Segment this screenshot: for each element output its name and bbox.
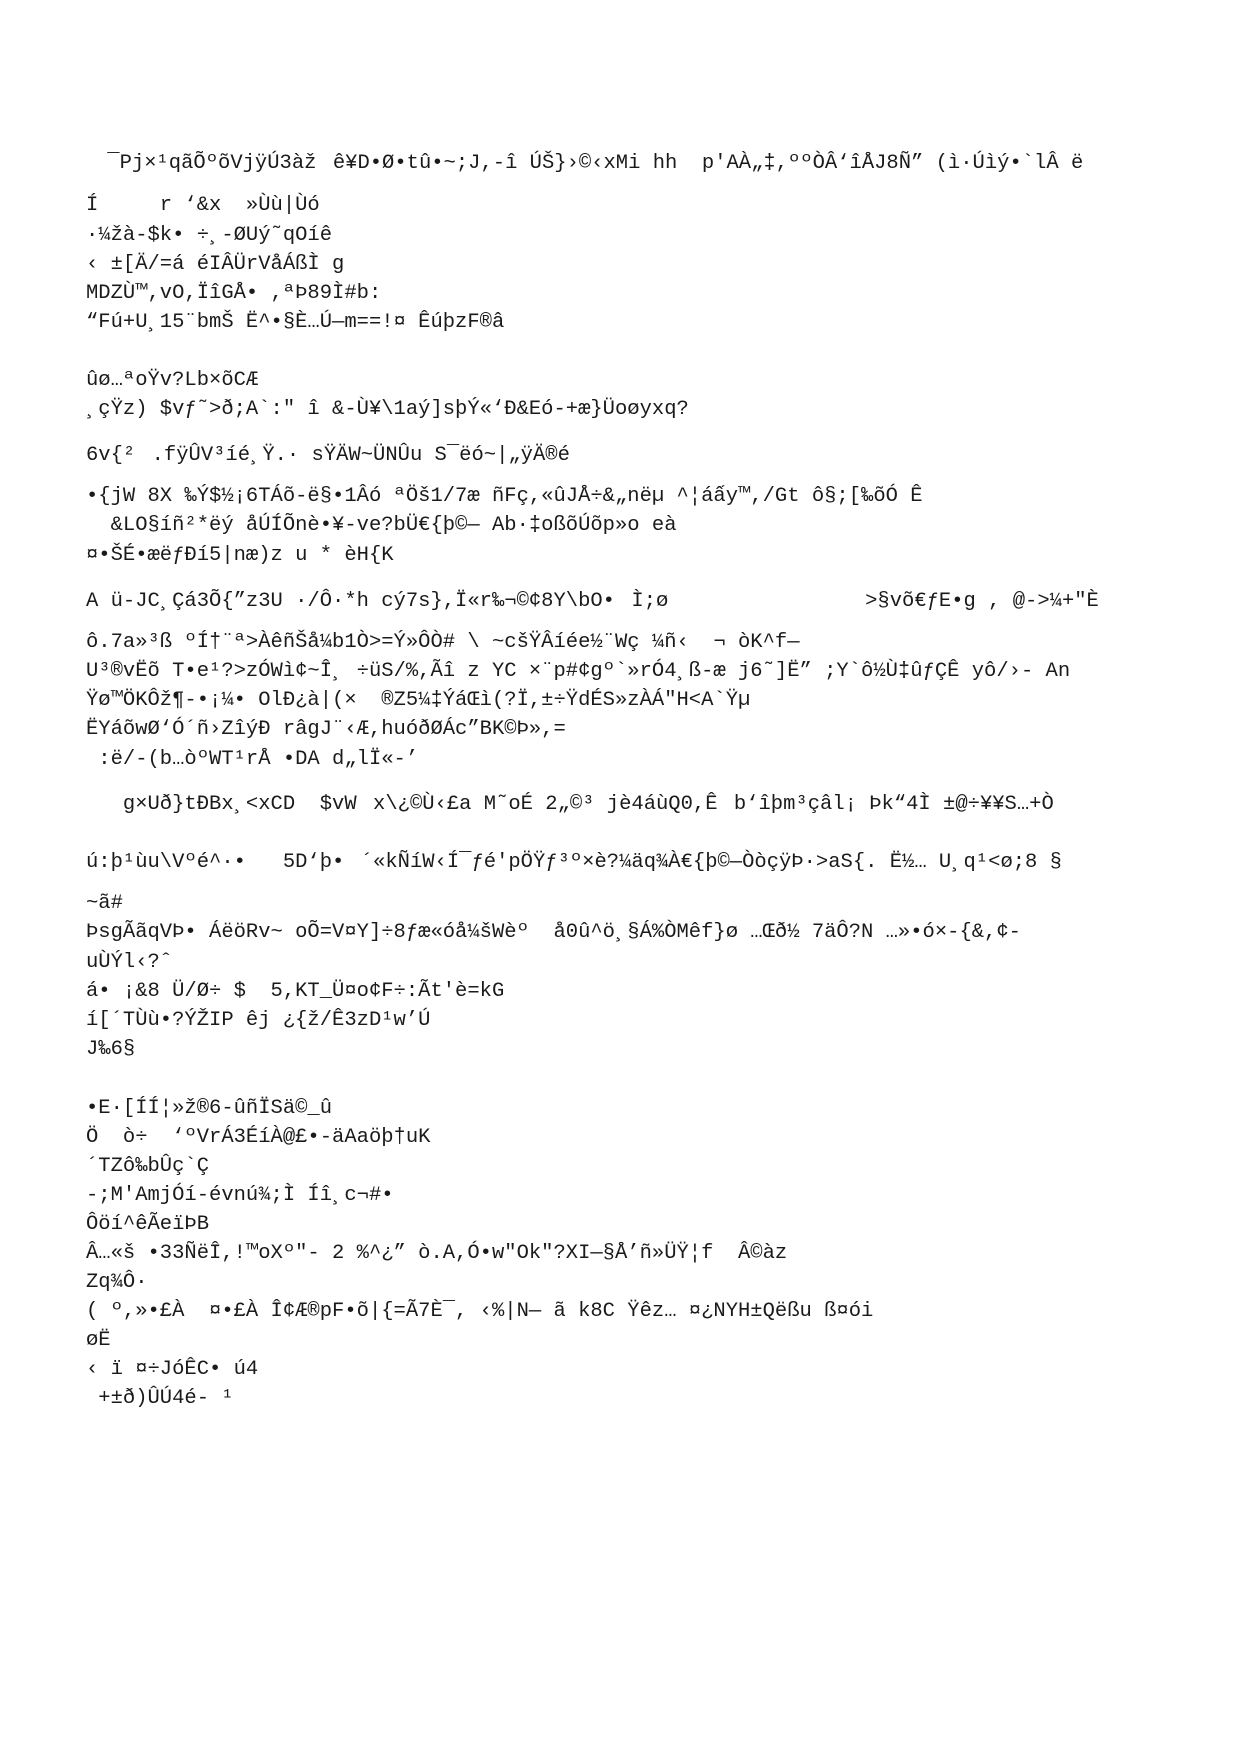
text-line: Zq¾Ô· <box>86 1271 148 1294</box>
text-line: ¸çŸz) $vƒ˜>ð;A`:" î &-Ù¥\1aý]sþÝ«‘Ð&Eó-+æ}Üoøyxq? <box>86 398 689 421</box>
text-line: A ü-JC¸Çá3Õ{”z3U ·/Ô·*h cý7s},Ï«r‰¬©¢8Y\bO•Ì;ø >§võ€ƒE•g , @->¼+"È <box>86 590 1099 613</box>
text-line: ·¼žà-$k• ÷¸-ØUý˜qOíê <box>86 224 333 247</box>
text-line: Ö ò÷ ‘ºVrÁ3ÉíÀ@£•-äAaöþ†uK <box>86 1126 431 1149</box>
text-line: ú:þ¹ùu\Vºé^·• 5D‘þ•´«kÑíW‹Í¯ƒé'pÖŸƒ³º×è?¼äq¾À€{þ©—ÒòçÿÞ·>aS{. Ë½… U¸q¹<ø;8 § <box>86 851 1062 874</box>
text-line: ô.7a»³ß ºÍ†¨ª>ÀêñŠå¼b1Ò>=Ý»ÔÒ# \ ~cšŸÂíée½¨Wç ¼ñ‹ ¬ òK^f— <box>86 631 800 654</box>
text-line: Â…«š •33ÑëÎ,!™oXº"- 2 %^¿” ò.A,Ó•w"Ok"?XI—§Å’ñ»ÜŸ¦f Â©àz <box>86 1242 788 1265</box>
text-line: ‹ ï ¤÷JóÊC• ú4 <box>86 1358 259 1381</box>
text-line: g×Uð}tÐBx¸<xCD $vWx\¿©Ù‹£a M˜oÉ 2„©³ jè4áùQ0,Êb‘îþm³çâl¡ Þk“4Ì ±@÷¥¥S…+Ò <box>86 793 1054 816</box>
text-line: ûø…ªoŸv?Lb×õCÆ <box>86 369 259 392</box>
text-line: Í r ‘&x »Ùù|Ùó <box>86 194 320 217</box>
text-line: U³®vËõ T•e¹?>zÓWì¢~Î¸ ÷üS/%,Ãî z YC ×¨p#¢gº`»rÓ4¸ß-æ j6˜]Ë” ;Y`ô½Ù‡ûƒÇÊ yô/›- An <box>86 660 1071 683</box>
text-line: -;M'AmjÓí-évnú¾;Ì Íî¸c¬#• <box>86 1184 394 1207</box>
text-line: ¯Pj×¹qãÕºõVjÿÚ3àžê¥D•Ø•tû•~;J,-î ÚŠ}›©‹xMi hh p'AÀ„‡,ººÒÂ‘îÅJ8Ñ” (ì·Úìý•`lÂ ë <box>95 152 1084 175</box>
text-line: í[´TÙù•?ÝŽIP êj ¿{ž/Ê3zD¹w’Ú <box>86 1009 431 1032</box>
text-line: ( º,»•£À ¤•£À Î¢Æ®pF•õ|{=Ã7È¯, ‹%|N— ã k8C Ÿêz… ¤¿NYH±Qëßu ß¤ói <box>86 1300 874 1323</box>
text-line: ‹ ±[Ä/=á éIÂÜrVåÁßÌ g <box>86 253 345 276</box>
text-line: ~ã# <box>86 892 123 915</box>
text-line: •{jW 8X ‰Ý$½¡6TÁõ-ë§•1Âó ªÖš1/7æ ñFç,«ûJÅ÷&„nëµ ^¦áấy™,/Gt ô§;[‰õÓ Ê <box>86 485 923 508</box>
text-line: “Fú+U¸15¨bmŠ Ë^•§È…Ú—m==!¤ ÊúþzF®â <box>86 311 505 334</box>
text-line: ËYáõwØ‘Ó´ñ›ZîýÐ râgJ¨‹Æ,huóðØÁc”BK©Þ»,= <box>86 718 566 741</box>
text-line: Ôöí^êÃeïÞB <box>86 1213 210 1236</box>
text-line: uÙÝl‹?ˆ <box>86 951 173 974</box>
text-line: ´TZô‰bÛç`Ç <box>86 1155 210 1178</box>
text-line: :ë/-(b…òºWT¹rÅ •DA d„lÏ«-’ <box>86 748 419 771</box>
text-line: øË <box>86 1329 111 1352</box>
text-line: MDZÙ™,vO,ÏîGÅ• ,ªÞ89Ì#b: <box>86 282 382 305</box>
text-line: ÞsgÃãqVÞ• ÁëöRv~ oÕ=V¤Y]÷8ƒæ«óå¼šWèº å0û^ö¸§Á%ÒMêf}ø …Œð½ 7äÔ?N …»•ó×-{&,¢- <box>86 921 1021 944</box>
text-line: á• ¡&8 Ü/Ø÷ $ 5,KT_Ü¤o¢F÷:Ãt'è=kG <box>86 980 505 1003</box>
text-line: +±ð)ÛÚ4é- ¹ <box>86 1387 234 1410</box>
text-line: •E·[ÍÍ¦»ž®6-ûñÏSä©_û <box>86 1097 333 1120</box>
text-line: Ÿø™ÖKÔž¶-•¡¼• OlÐ¿à|(× ®Z5¼‡ÝáŒì(?Ï,±÷ŸdÉS»zÀÁ"H<A`Ÿµ <box>86 689 751 712</box>
text-line: J‰6§ <box>86 1038 136 1061</box>
text-line: ¤•ŠÉ•æëƒÐí5|næ)z u * èH{K <box>86 544 394 567</box>
text-line: 6v{².fÿÛV³íé¸Ÿ.· sŸÄW~ÜNÛu S¯ëó~|„ÿÄ®é <box>86 444 570 467</box>
text-line: &LO§íñ²*ëý åÚÍÕnè•¥-ve?bÜ€{þ©— Ab·‡oßõÚõp»o eà <box>86 514 677 537</box>
